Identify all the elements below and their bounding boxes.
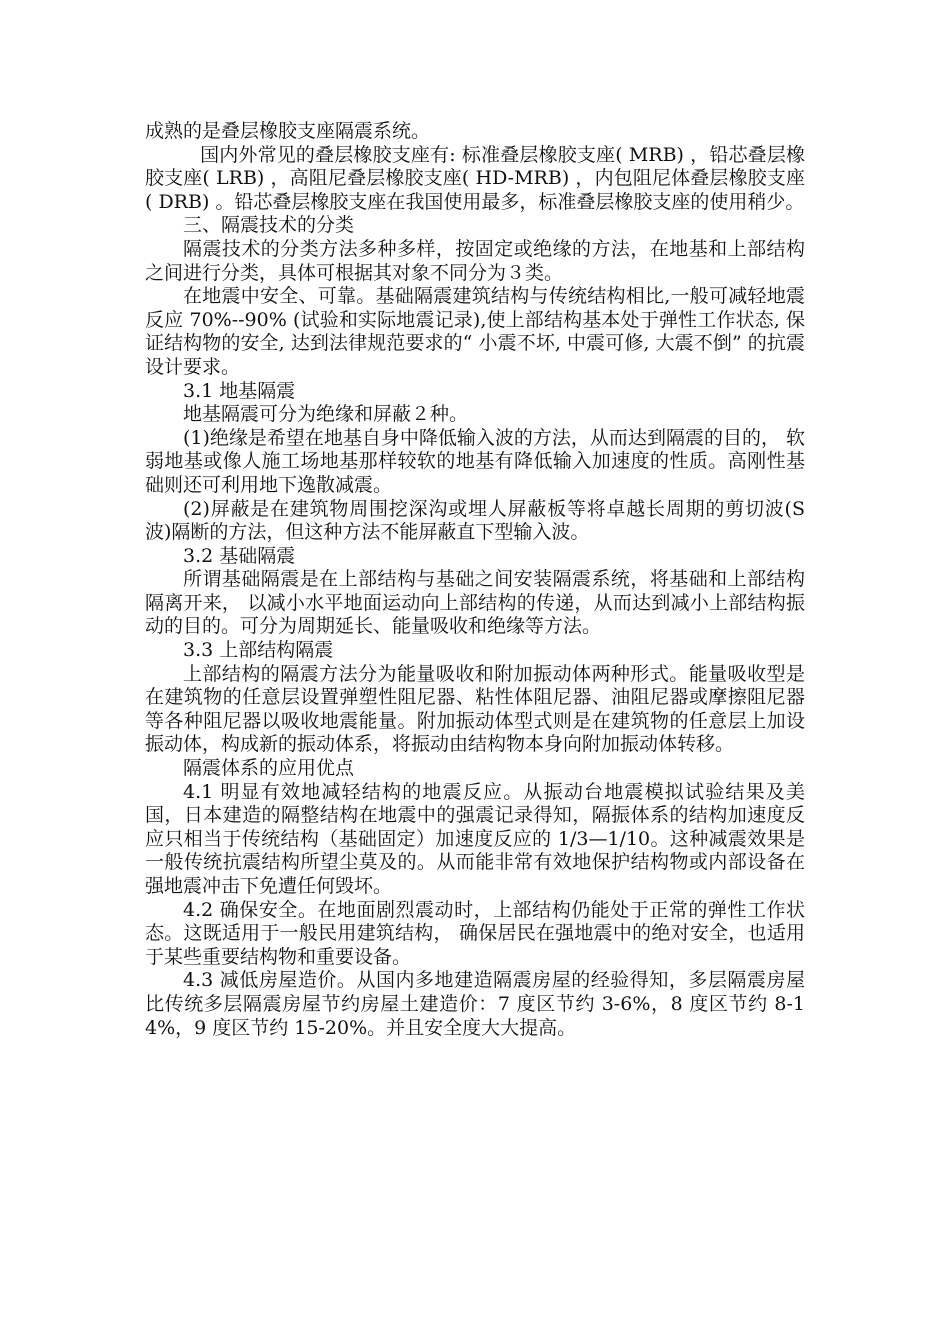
- subsection-heading: 3.3 上部结构隔震: [183, 639, 334, 662]
- paragraph: 成熟的是叠层橡胶支座隔震系统。: [145, 120, 431, 142]
- subsection-heading: 3.2 基础隔震: [183, 544, 296, 567]
- document-body: [145, 120, 805, 1040]
- paragraph: 国内外常见的叠层橡胶支座有: 标准叠层橡胶支座( MRB) ，铅芯叠层橡胶支座( LRB) ，高阻尼叠层橡胶支座( HD-MRB) ，内包阻尼体叠层橡胶支座( DRB) 。铅芯叠层橡胶支座在我国使用最多，标准叠层橡胶支座的使用稍少。: [145, 143, 805, 213]
- paragraph: (1)绝缘是希望在地基自身中降低输入波的方法，从而达到隔震的目的， 软弱地基或像人施工场地基那样较软的地基有降低输入加速度的性质。高刚性基础则还可利用地下逸散减震。: [145, 426, 805, 496]
- paragraph: 地基隔震可分为绝缘和屏蔽２种。: [183, 403, 469, 426]
- section-heading: 隔震体系的应用优点: [183, 757, 355, 780]
- subsection-heading: 3.1 地基隔震: [183, 379, 296, 402]
- paragraph: 4.3 减低房屋造价。从国内多地建造隔震房屋的经验得知，多层隔震房屋比传统多层隔震房屋节约房屋土建造价：7 度区节约 3-6%，8 度区节约 8-14%，9 度区节约 15-20%。并且安全度大大提高。: [145, 969, 805, 1039]
- paragraph: 上部结构的隔震方法分为能量吸收和附加振动体两种形式。能量吸收型是在建筑物的任意层设置弹塑性阻尼器、粘性体阻尼器、油阻尼器或摩擦阻尼器等各种阻尼器以吸收地震能量。附加振动体型式则是在建筑物的任意层上加设振动体，构成新的振动体系，将振动由结构物本身向附加振动体转移。: [145, 662, 805, 756]
- paragraph: 在地震中安全、可靠。基础隔震建筑结构与传统结构相比,一般可减轻地震反应 70%--90% (试验和实际地震记录),使上部结构基本处于弹性工作状态, 保证结构物的安全, 达到法律规范要求的“ 小震不坏, 中震可修, 大震不倒” 的抗震设计要求。: [145, 285, 805, 378]
- paragraph: 4.1 明显有效地减轻结构的地震反应。从振动台地震模拟试验结果及美国，日本建造的隔整结构在地震中的强震记录得知，隔振体系的结构加速度反应只相当于传统结构（基础固定）加速度反应的 1/3—1/10。这种减震效果是一般传统抗震结构所望尘莫及的。从而能非常有效地保护结构物或内部设备在强地震冲击下免遭任何毁坏。: [145, 780, 805, 897]
- paragraph: (2)屏蔽是在建筑物周围挖深沟或埋人屏蔽板等将卓越长周期的剪切波(S 波)隔断的方法，但这种方法不能屏蔽直下型输入波。: [145, 497, 805, 544]
- paragraph: 所谓基础隔震是在上部结构与基础之间安装隔震系统，将基础和上部结构隔离开来， 以减小水平地面运动向上部结构的传递，从而达到减小上部结构振动的目的。可分为周期延长、能量吸收和绝缘等方法。: [145, 568, 805, 638]
- section-heading: 三、隔震技术的分类: [183, 214, 355, 237]
- paragraph: 隔震技术的分类方法多种多样，按固定或绝缘的方法，在地基和上部结构之间进行分类，具体可根据其对象不同分为３类。: [145, 237, 805, 284]
- paragraph: 4.2 确保安全。在地面剧烈震动时，上部结构仍能处于正常的弹性工作状态。这既适用于一般民用建筑结构， 确保居民在强地震中的绝对安全，也适用于某些重要结构物和重要设备。: [145, 898, 805, 968]
